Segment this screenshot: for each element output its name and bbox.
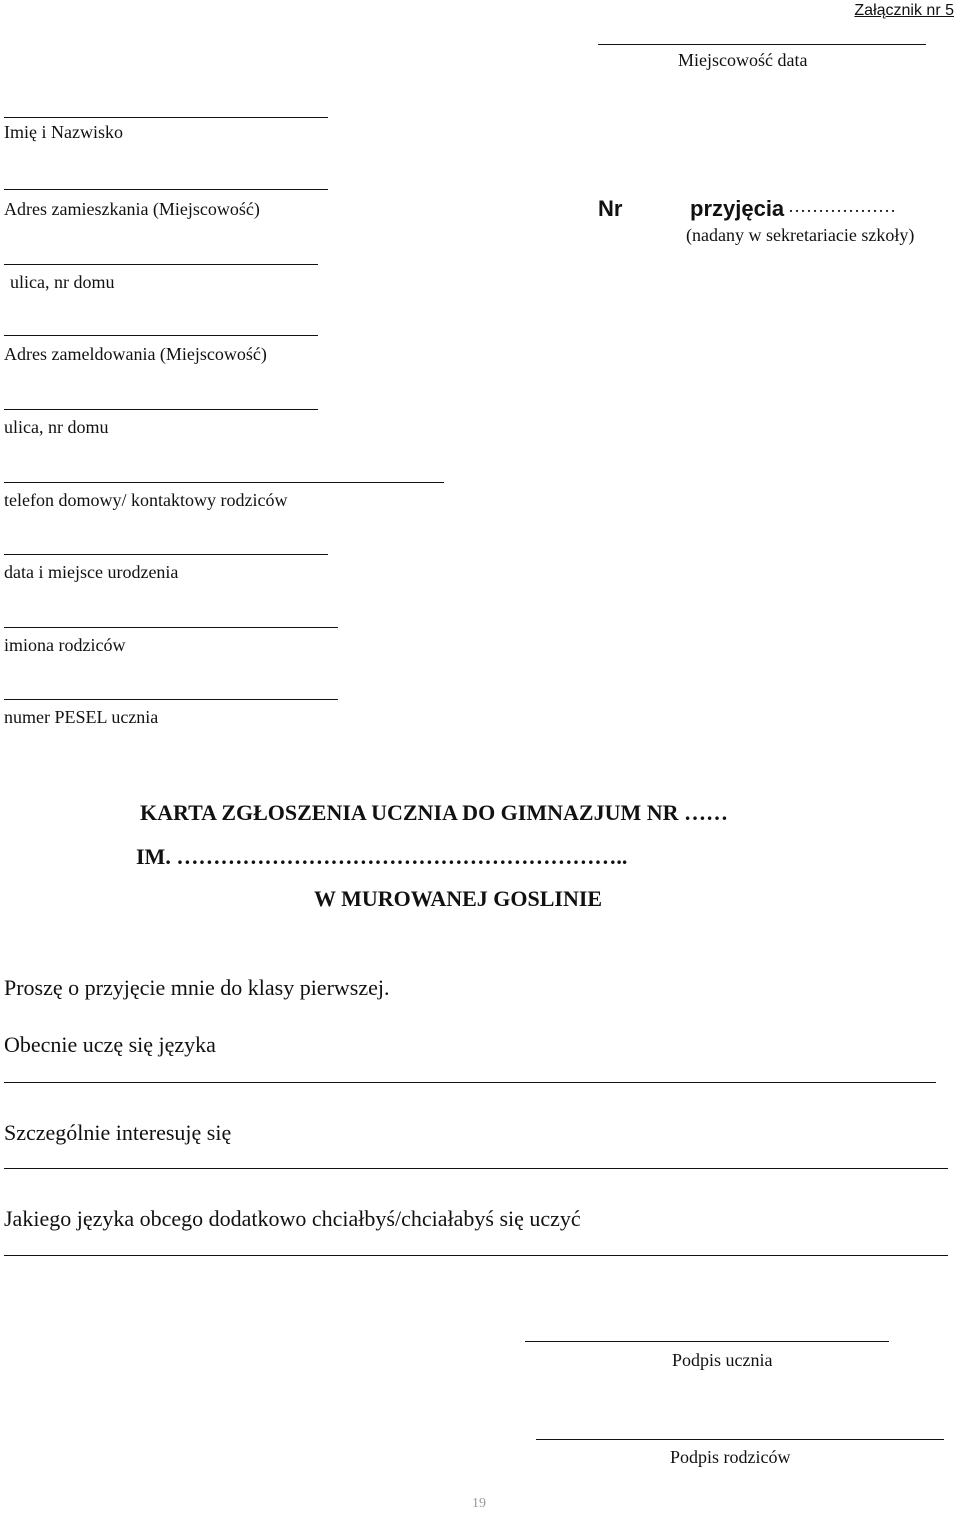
registered-city-label: Adres zameldowania (Miejscowość) [4,344,267,364]
admission-nr-label: Nr [598,196,623,221]
residence-street-line [4,264,318,265]
additional-language-line [4,1255,948,1256]
interests-label: Szczególnie interesuję się [4,1120,232,1145]
parents-names-line [4,627,338,628]
birth-label: data i miejsce urodzenia [4,562,179,582]
residence-street-label: ulica, nr domu [10,272,115,292]
form-title-line2: IM. …………………………………………………….. [136,844,628,869]
attachment-label: Załącznik nr 5 [854,2,954,19]
name-label: Imię i Nazwisko [4,122,123,142]
place-date-label: Miejscowość data [678,50,808,70]
place-date-line [598,44,926,45]
phone-label: telefon domowy/ kontaktowy rodziców [4,490,288,510]
admission-dots: ……………… [788,196,896,216]
name-line [4,117,328,118]
residence-city-label: Adres zamieszkania (Miejscowość) [4,199,260,219]
phone-line [4,482,444,483]
parents-signature-label: Podpis rodziców [670,1447,791,1467]
parents-signature-line [536,1439,944,1440]
pesel-label: numer PESEL ucznia [4,707,159,727]
student-signature-label: Podpis ucznia [672,1350,773,1370]
registered-street-label: ulica, nr domu [4,417,109,437]
current-language-label: Obecnie uczę się języka [4,1032,216,1057]
pesel-line [4,699,338,700]
registered-city-line [4,335,318,336]
residence-city-line [4,189,328,190]
admission-note: (nadany w sekretariacie szkoły) [686,225,915,245]
additional-language-label: Jakiego języka obcego dodatkowo chciałbyś/chciałabyś się uczyć [4,1206,581,1231]
interests-line [4,1168,948,1169]
form-title-line1: KARTA ZGŁOSZENIA UCZNIA DO GIMNAZJUM NR …… [140,800,728,825]
parents-names-label: imiona rodziców [4,635,126,655]
registered-street-line [4,409,318,410]
request-text: Proszę o przyjęcie mnie do klasy pierwszej. [4,975,390,1000]
student-signature-line [525,1341,889,1342]
admission-przyjecia-label: przyjęcia [690,196,785,221]
current-language-line [4,1082,936,1083]
birth-line [4,554,328,555]
form-title-line3: W MUROWANEJ GOSLINIE [314,886,603,911]
page-number: 19 [472,1496,486,1511]
